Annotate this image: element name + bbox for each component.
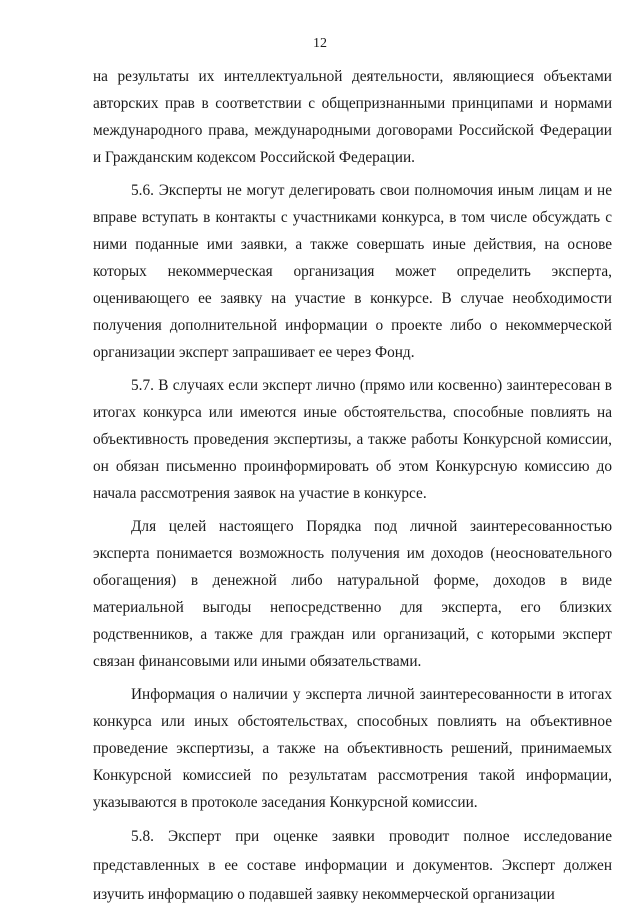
paragraph-personal-interest-definition: Для целей настоящего Порядка под личной заинтересованностью эксперта понимается возможность получения им доходов (неосновательного обогащения) в денежной либо натуральной форме, доходов в виде материальной выгоды непосредственно для эксперта, его близких родственников, а также для граждан или организаций, с которыми эксперт связан финансовыми или иными обязательствами. (93, 518, 612, 670)
paragraph-5-7: 5.7. В случаях если эксперт лично (прямо или косвенно) заинтересован в итогах конкурса или имеются иные обстоятельства, способные повлиять на объективность проведения экспертизы, а также работы Конкурсной комиссии, он обязан письменно проинформировать об этом Конкурсную комиссию до начала рассмотрения заявок на участие в конкурсе. (93, 377, 612, 502)
paragraph-continuation: на результаты их интеллектуальной деятельности, являющиеся объектами авторских прав в соответствии с общепризнанными принципами и нормами международного права, международными договорами Российской Федерации и Гражданским кодексом Российской Федерации. (93, 68, 612, 166)
paragraph-5-8: 5.8. Эксперт при оценке заявки проводит полное исследование представленных в ее составе информации и документов. Эксперт должен изучить информацию о подавшей заявку некоммерческой организации (93, 828, 612, 903)
paragraph-5-6: 5.6. Эксперты не могут делегировать свои полномочия иным лицам и не вправе вступать в контакты с участниками конкурса, в том числе обсуждать с ними поданные ими заявки, а также совершать иные действия, на основе которых некоммерческая организация может определить эксперта, оценивающего ее заявку на участие в конкурсе. В случае необходимости получения дополнительной информации о проекте либо о некоммерческой организации эксперт запрашивает ее через Фонд. (93, 182, 612, 361)
document-body (93, 63, 612, 909)
paragraph-personal-interest-protocol: Информация о наличии у эксперта личной заинтересованности в итогах конкурса или иных обстоятельствах, способных повлиять на объективное проведение экспертизы, а также на объективность решений, принимаемых Конкурсной комиссией по результатам рассмотрения такой информации, указываются в протоколе заседания Конкурсной комиссии. (93, 686, 612, 811)
page-number: 12 (313, 36, 327, 51)
